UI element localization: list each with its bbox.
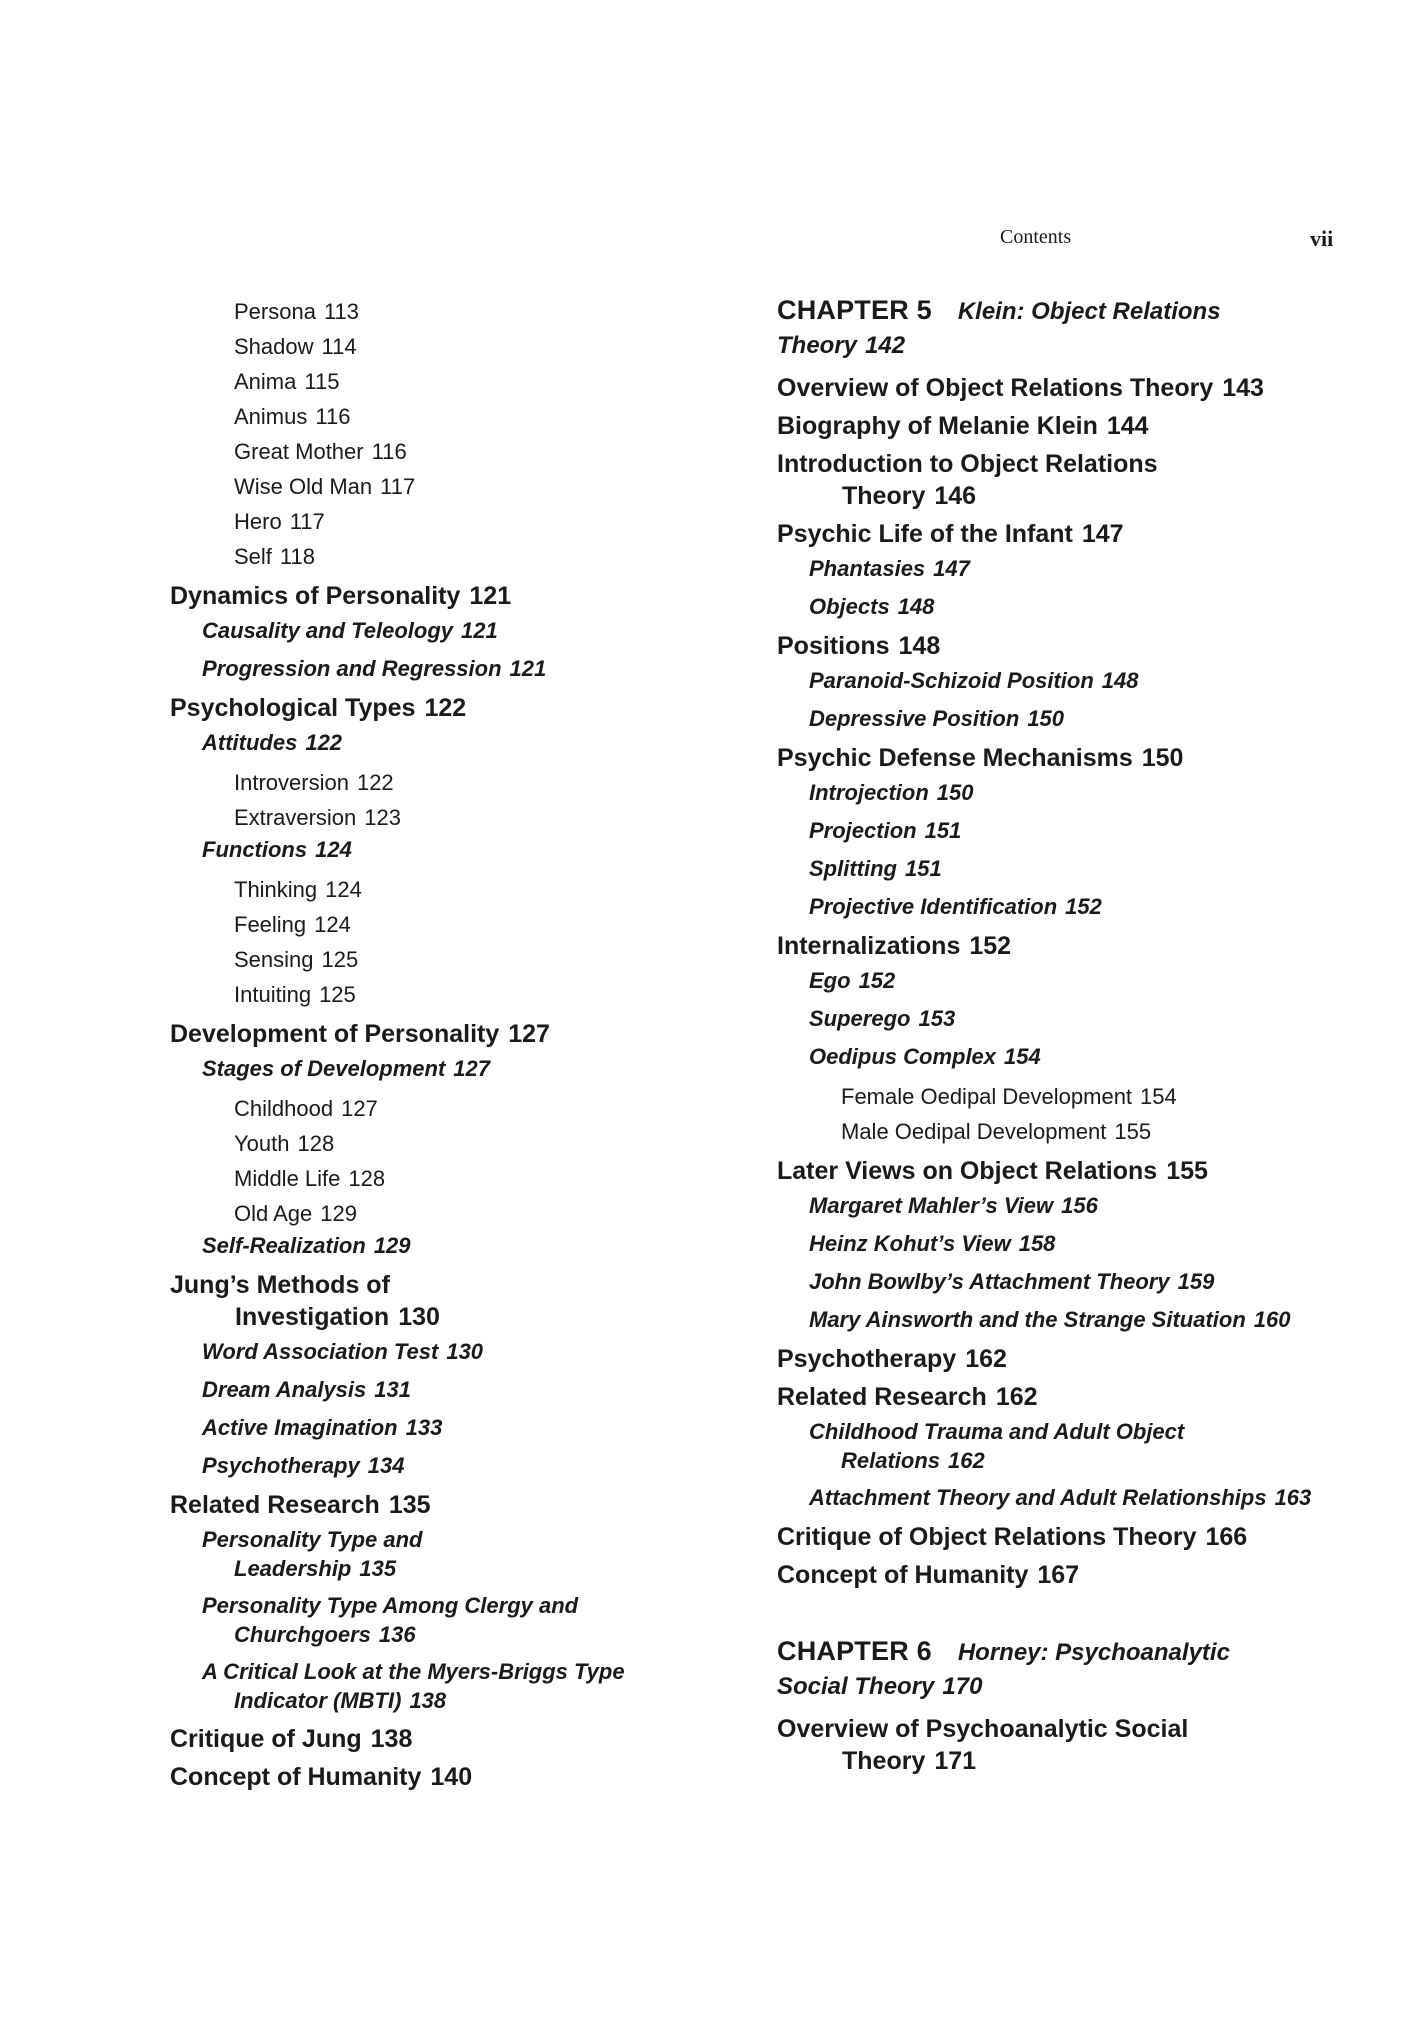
toc-section: [777, 1521, 1377, 1553]
toc-subsubsection: [170, 907, 690, 942]
toc-subsection: [777, 1483, 1377, 1513]
chapter-title-continued: Social Theory: [777, 1673, 935, 1700]
toc-section: [170, 580, 690, 612]
toc-entry-title: Female Oedipal Development: [841, 1084, 1133, 1109]
toc-subsection: [170, 1413, 690, 1443]
toc-entry-title: Active Imagination: [202, 1415, 398, 1440]
toc-entry-title: Self-Realization: [202, 1233, 366, 1258]
chapter-title: Horney: Psychoanalytic: [957, 1639, 1230, 1666]
toc-section: [777, 1559, 1377, 1591]
toc-page-number: 125: [321, 947, 359, 972]
toc-entry-title: Overview of Object Relations Theory: [777, 374, 1214, 402]
toc-subsubsection: [170, 399, 690, 434]
chapter-page-number: 170: [942, 1673, 983, 1700]
toc-subsection: [170, 1054, 690, 1084]
toc-page-number: 162: [995, 1383, 1038, 1411]
toc-entry-title: Projection: [809, 818, 917, 843]
toc-page-number: 148: [1101, 668, 1139, 693]
toc-subsection: [777, 966, 1377, 996]
toc-subsection: [170, 1657, 690, 1715]
toc-page-number: 133: [405, 1415, 443, 1440]
toc-entry-title: Youth: [234, 1131, 290, 1156]
toc-entry-title: Psychotherapy: [777, 1345, 957, 1373]
toc-entry-title: Heinz Kohut’s View: [809, 1231, 1011, 1256]
toc-subsection: [777, 854, 1377, 884]
toc-entry-title: Wise Old Man: [234, 474, 373, 499]
toc-page-number: 148: [897, 594, 935, 619]
toc-section: [170, 1761, 690, 1793]
toc-entry-title-continued: Relations: [841, 1448, 941, 1473]
toc-subsubsection: [170, 434, 690, 469]
chapter-label: CHAPTER 5: [777, 295, 932, 325]
toc-page-number: 162: [948, 1448, 985, 1473]
toc-page-number: 156: [1061, 1193, 1098, 1218]
toc-subsubsection: [170, 504, 690, 539]
toc-entry-title: Development of Personality: [170, 1020, 500, 1048]
toc-page-number: 152: [1065, 894, 1102, 919]
toc-subsection: [777, 778, 1377, 808]
toc-subsection: [777, 666, 1377, 696]
toc-subsection: [777, 1229, 1377, 1259]
toc-subsection: [777, 1042, 1377, 1072]
toc-section: [777, 372, 1377, 404]
toc-entry-title: Jung’s Methods of: [170, 1271, 390, 1299]
toc-page-number: 163: [1274, 1485, 1312, 1510]
toc-page-number: 147: [1081, 520, 1124, 548]
toc-page-number: 130: [398, 1303, 440, 1331]
toc-entry-title-continued: Theory: [842, 482, 926, 510]
toc-subsection: [170, 1375, 690, 1405]
toc-entry-title: Personality Type and: [202, 1527, 423, 1552]
toc-entry-title: Causality and Teleology: [202, 618, 454, 643]
chapter-title: Klein: Object Relations: [957, 298, 1221, 325]
toc-page-number: 143: [1222, 374, 1264, 402]
toc-entry-title: Related Research: [777, 1383, 987, 1411]
toc-page-number: 118: [279, 544, 315, 569]
toc-section: [777, 410, 1377, 442]
toc-section: [777, 742, 1377, 774]
toc-page-number: 122: [305, 730, 343, 755]
toc-entry-title: Thinking: [234, 877, 318, 902]
toc-entry-title: Paranoid-Schizoid Position: [809, 668, 1094, 693]
toc-page-number: 113: [323, 299, 360, 324]
toc-subsection: [170, 1525, 690, 1583]
toc-entry-title: Introjection: [809, 780, 929, 805]
toc-page-number: 150: [936, 780, 974, 805]
toc-entry-title: Animus: [234, 404, 308, 429]
toc-page-number: 122: [356, 770, 394, 795]
toc-section: [777, 1381, 1377, 1413]
toc-page-number: 155: [1114, 1119, 1152, 1144]
toc-entry-title: Persona: [234, 299, 316, 324]
toc-entry-title: Phantasies: [809, 556, 926, 581]
toc-subsubsection: [777, 1079, 1377, 1114]
toc-entry-title: Projective Identification: [809, 894, 1058, 919]
toc-page-number: 140: [430, 1763, 473, 1791]
toc-subsubsection: [170, 977, 690, 1012]
toc-entry-title: Depressive Position: [809, 706, 1020, 731]
toc-entry-title: Attachment Theory and Adult Relationships: [809, 1485, 1267, 1510]
toc-page-number: 125: [319, 982, 356, 1007]
toc-entry-title: Progression and Regression: [202, 656, 502, 681]
toc-entry-title: Critique of Jung: [170, 1725, 362, 1753]
toc-page-number: 129: [373, 1233, 411, 1258]
toc-page-number: 152: [858, 968, 896, 993]
toc-entry-title: Biography of Melanie Klein: [777, 412, 1098, 440]
toc-entry-title: Margaret Mahler’s View: [809, 1193, 1054, 1218]
toc-section: [777, 1343, 1377, 1375]
toc-entry-title: Objects: [809, 594, 890, 619]
toc-subsubsection: [170, 800, 690, 835]
toc-section: [777, 1713, 1377, 1777]
toc-entry-title: Attitudes: [202, 730, 298, 755]
toc-left-column: [170, 294, 690, 1797]
toc-entry-title: Extraversion: [234, 805, 357, 830]
toc-subsubsection: [170, 294, 690, 329]
running-header-title: Contents: [1000, 226, 1072, 248]
toc-page-number: 127: [341, 1096, 378, 1121]
toc-page-number: 151: [924, 818, 962, 843]
toc-page-number: 121: [461, 618, 498, 643]
toc-subsubsection: [170, 329, 690, 364]
toc-subsubsection: [170, 364, 690, 399]
toc-page-number: 154: [1004, 1044, 1041, 1069]
toc-page-number: 127: [508, 1020, 550, 1048]
toc-page-number: 116: [315, 404, 351, 429]
toc-entry-title: Superego: [809, 1006, 911, 1031]
toc-page-number: 150: [1027, 706, 1065, 731]
toc-page-number: 121: [469, 582, 512, 610]
toc-page-number: 130: [446, 1339, 484, 1364]
toc-entry-title: Positions: [777, 632, 890, 660]
toc-right-column: [777, 294, 1377, 1781]
toc-subsection: [777, 592, 1377, 622]
toc-entry-title: Critique of Object Relations Theory: [777, 1523, 1197, 1551]
chapter-page-number: 142: [865, 332, 906, 359]
toc-page-number: 162: [965, 1345, 1007, 1373]
toc-section: [170, 1018, 690, 1050]
toc-entry-title: Dynamics of Personality: [170, 582, 461, 610]
toc-entry-title-continued: Theory: [842, 1747, 926, 1775]
toc-page-number: 154: [1140, 1084, 1177, 1109]
toc-entry-title: Old Age: [234, 1201, 313, 1226]
toc-entry-title: Ego: [809, 968, 851, 993]
toc-page-number: 134: [367, 1453, 405, 1478]
toc-subsubsection: [170, 1161, 690, 1196]
toc-page-number: 167: [1037, 1561, 1080, 1589]
toc-entry-title-continued: Investigation: [235, 1303, 390, 1331]
toc-entry-title: A Critical Look at the Myers-Briggs Type: [202, 1659, 625, 1684]
toc-page-number: 144: [1106, 412, 1149, 440]
toc-entry-title: Psychological Types: [170, 694, 416, 722]
toc-page-number: 136: [378, 1622, 416, 1647]
toc-page-number: 115: [304, 369, 340, 394]
toc-page-number: 124: [325, 877, 362, 902]
toc-entry-title: Concept of Humanity: [777, 1561, 1029, 1589]
toc-subsubsection: [170, 1091, 690, 1126]
toc-page-number: 148: [898, 632, 941, 660]
toc-entry-title: John Bowlby’s Attachment Theory: [809, 1269, 1170, 1294]
toc-entry-title: Overview of Psychoanalytic Social: [777, 1715, 1189, 1743]
page-number: vii: [1310, 226, 1334, 251]
toc-entry-title: Intuiting: [234, 982, 312, 1007]
toc-entry-title: Introversion: [234, 770, 349, 795]
toc-subsubsection: [170, 872, 690, 907]
toc-page-number: 166: [1205, 1523, 1248, 1551]
toc-entry-title: Stages of Development: [202, 1056, 446, 1081]
toc-page-number: 159: [1177, 1269, 1215, 1294]
toc-entry-title: Introduction to Object Relations: [777, 450, 1158, 478]
toc-entry-title: Personality Type Among Clergy and: [202, 1593, 579, 1618]
toc-page-number: 155: [1166, 1157, 1208, 1185]
toc-page-number: 153: [918, 1006, 956, 1031]
toc-entry-title-continued: Churchgoers: [234, 1622, 371, 1647]
toc-subsubsection: [170, 942, 690, 977]
toc-page-number: 122: [424, 694, 467, 722]
toc-section: [170, 1269, 690, 1333]
toc-entry-title: Male Oedipal Development: [841, 1119, 1107, 1144]
toc-entry-title: Middle Life: [234, 1166, 341, 1191]
toc-subsection: [777, 816, 1377, 846]
toc-section: [170, 1489, 690, 1521]
toc-subsubsection: [170, 1126, 690, 1161]
toc-subsubsection: [777, 1114, 1377, 1149]
toc-subsection: [777, 1305, 1377, 1335]
toc-subsection: [777, 1267, 1377, 1297]
toc-page-number: 138: [370, 1725, 413, 1753]
toc-subsection: [170, 654, 690, 684]
running-header: [0, 226, 1428, 254]
toc-subsection: [777, 892, 1377, 922]
toc-entry-title: Psychic Defense Mechanisms: [777, 744, 1133, 772]
chapter-heading: [777, 1635, 1377, 1703]
toc-page-number: 128: [297, 1131, 335, 1156]
toc-page-number: 147: [933, 556, 970, 581]
chapter-title-continued: Theory: [777, 332, 858, 359]
toc-entry-title: Related Research: [170, 1491, 380, 1519]
toc-subsubsection: [170, 539, 690, 574]
chapter-heading: [777, 294, 1377, 362]
toc-section: [777, 1155, 1377, 1187]
toc-subsection: [777, 554, 1377, 584]
toc-section: [170, 1723, 690, 1755]
toc-entry-title: Childhood: [234, 1096, 334, 1121]
toc-entry-title: Concept of Humanity: [170, 1763, 422, 1791]
toc-page-number: 131: [374, 1377, 411, 1402]
toc-entry-title: Anima: [234, 369, 297, 394]
toc-page-number: 135: [359, 1556, 397, 1581]
toc-subsubsection: [170, 765, 690, 800]
toc-page-number: 127: [453, 1056, 490, 1081]
toc-entry-title-continued: Indicator (MBTI): [234, 1688, 402, 1713]
toc-page-number: 138: [409, 1688, 447, 1713]
toc-subsection: [170, 616, 690, 646]
toc-entry-title: Childhood Trauma and Adult Object: [809, 1419, 1185, 1444]
toc-page-number: 116: [371, 439, 407, 464]
toc-page-number: 114: [321, 334, 357, 359]
toc-page-number: 121: [509, 656, 547, 681]
toc-page-number: 150: [1141, 744, 1184, 772]
toc-page-number: 160: [1253, 1307, 1291, 1332]
toc-subsection: [777, 1191, 1377, 1221]
toc-subsection: [170, 1591, 690, 1649]
toc-entry-title-continued: Leadership: [234, 1556, 352, 1581]
toc-entry-title: Dream Analysis: [202, 1377, 367, 1402]
toc-subsection: [777, 704, 1377, 734]
toc-entry-title: Mary Ainsworth and the Strange Situation: [809, 1307, 1246, 1332]
toc-page-number: 129: [320, 1201, 357, 1226]
toc-section: [170, 692, 690, 724]
toc-section: [777, 630, 1377, 662]
toc-subsection: [777, 1417, 1377, 1475]
chapter-label: CHAPTER 6: [777, 1636, 932, 1666]
toc-entry-title: Internalizations: [777, 932, 961, 960]
toc-entry-title: Psychic Life of the Infant: [777, 520, 1073, 548]
toc-page-number: 124: [314, 912, 351, 937]
toc-page-number: 117: [289, 509, 325, 534]
toc-page-number: 171: [934, 1747, 977, 1775]
toc-entry-title: Word Association Test: [202, 1339, 439, 1364]
toc-subsection: [170, 1231, 690, 1261]
toc-page-number: 151: [904, 856, 942, 881]
toc-subsection: [777, 1004, 1377, 1034]
toc-subsection: [170, 1451, 690, 1481]
toc-subsubsection: [170, 1196, 690, 1231]
toc-page-number: 158: [1018, 1231, 1056, 1256]
toc-entry-title: Psychotherapy: [202, 1453, 360, 1478]
toc-page-number: 123: [364, 805, 401, 830]
toc-page-number: 152: [969, 932, 1012, 960]
toc-subsection: [170, 835, 690, 865]
toc-subsubsection: [170, 469, 690, 504]
toc-section: [777, 448, 1377, 512]
toc-entry-title: Splitting: [809, 856, 897, 881]
toc-entry-title: Oedipus Complex: [809, 1044, 997, 1069]
toc-subsection: [170, 728, 690, 758]
toc-entry-title: Great Mother: [234, 439, 364, 464]
toc-entry-title: Self: [234, 544, 272, 569]
toc-entry-title: Shadow: [234, 334, 314, 359]
toc-section: [777, 518, 1377, 550]
toc-page-number: 128: [348, 1166, 386, 1191]
toc-entry-title: Feeling: [234, 912, 307, 937]
toc-entry-title: Sensing: [234, 947, 314, 972]
toc-page-number: 117: [380, 474, 416, 499]
toc-page-number: 135: [388, 1491, 431, 1519]
toc-entry-title: Later Views on Object Relations: [777, 1157, 1158, 1185]
toc-page-number: 124: [315, 837, 352, 862]
toc-entry-title: Functions: [202, 837, 308, 862]
toc-entry-title: Hero: [234, 509, 282, 534]
toc-page-number: 146: [934, 482, 977, 510]
toc-section: [777, 930, 1377, 962]
toc-subsection: [170, 1337, 690, 1367]
